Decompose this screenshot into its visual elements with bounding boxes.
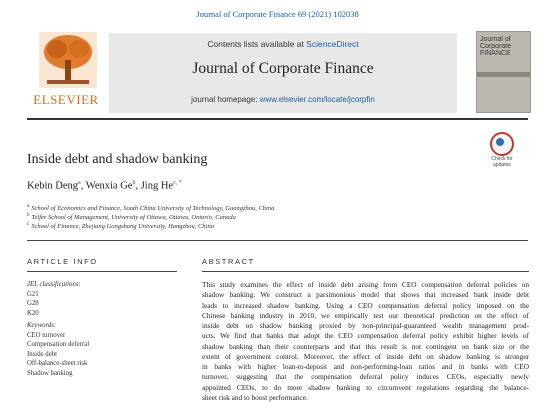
- keyword: Inside debt: [27, 350, 58, 358]
- affiliation: [27, 222, 214, 230]
- keyword: Shadow banking: [27, 369, 73, 377]
- article-info-heading: ARTICLE INFO: [27, 257, 98, 266]
- abstract-heading: ABSTRACT: [202, 257, 255, 266]
- affiliation-text: School of Economics and Finance, South China University of Technology, Guangzhou, China: [31, 205, 275, 213]
- header-divider: [27, 118, 528, 120]
- journal-title: Journal of Corporate Finance: [192, 60, 374, 77]
- abstract-line: sheet risk and to boost performance.: [202, 392, 308, 402]
- abstract-line: turnover, suggesting that the compensation deferral policy induces CEOs, especially newly: [202, 372, 529, 382]
- article-title: Inside debt and shadow banking: [27, 152, 208, 167]
- affiliation: [27, 204, 274, 212]
- author-name[interactable]: Wenxia Ge: [85, 180, 133, 192]
- homepage-line: [109, 95, 457, 104]
- keyword: Compensation deferral: [27, 341, 90, 348]
- contents-line: [109, 39, 457, 49]
- article-info-panel: [27, 280, 177, 378]
- journal-cover-thumbnail[interactable]: [476, 31, 531, 113]
- check-updates-label: [482, 157, 522, 168]
- cover-band: [477, 72, 530, 77]
- check-updates-line: updates: [493, 161, 511, 168]
- affiliation-marker: a: [27, 204, 30, 209]
- abstract-line: appointed CEOs, to do more shadow banking to circumvent regulations regarding the balance-: [202, 382, 529, 392]
- affiliation-marker: c: [27, 222, 30, 227]
- keyword: CEO turnover: [27, 331, 66, 339]
- affiliation-text: Telfer School of Management, University of Ottawa, Ottawa, Ontario, Canada: [31, 214, 236, 222]
- check-updates-line: Check for: [491, 156, 513, 162]
- jel-code: G28: [27, 300, 39, 307]
- elsevier-tree-icon: [39, 32, 97, 88]
- cover-title-line: Journal of: [480, 36, 511, 43]
- abstract-line: leads to increased shadow banking. Using a CEO compensation deferral policy imposed on the: [202, 300, 529, 310]
- article-info-rule: [27, 271, 177, 272]
- jel-label: JEL classifications:: [27, 281, 81, 288]
- abstract-line: Chinese banking industry in 2010, we empirically test our theoretical prediction on the effect of: [202, 310, 529, 320]
- affiliation: [27, 213, 236, 221]
- publisher-logo-word: ELSEVIER: [33, 92, 99, 107]
- publisher-logo[interactable]: [27, 32, 105, 110]
- jel-code: G21: [27, 290, 39, 298]
- abstract-rule: [202, 271, 529, 272]
- abstract-line: This study examines the effect of inside debt arising from CEO compensation deferral policies on: [202, 280, 529, 289]
- jel-code: K20: [27, 309, 39, 317]
- affiliation-divider: [27, 240, 528, 241]
- journal-header: [109, 33, 457, 113]
- author-affil-marker[interactable]: b: [132, 180, 136, 186]
- abstract-line: shadow banking. We construct a parsimonious model that shows that increased bank inside debt: [202, 290, 529, 300]
- affiliation-marker: b: [27, 213, 30, 218]
- abstract-text: [202, 280, 529, 403]
- journal-citation[interactable]: Journal of Corporate Finance 69 (2021) 102038: [196, 9, 359, 19]
- contents-prefix: Contents lists available at: [207, 39, 307, 49]
- author-list: Kebin Deng$^a$, Wenxia Ge$^b$, Jing $He^{c, *}$: [27, 180, 182, 192]
- cover-title-line: FINANCE: [480, 50, 511, 57]
- abstract-line: inside debt on shadow banking proxied by non-principal-guaranteed wealth management prod-: [202, 321, 529, 330]
- abstract-line: ucts. We find that banks that adopt the CEO compensation deferral policy exhibit higher levels of: [202, 331, 529, 341]
- author-affil-marker[interactable]: a: [78, 180, 81, 186]
- abstract-line: shadow banking than their counterparts and that this result is not contingent on bank size or the: [202, 341, 529, 351]
- check-for-updates-badge[interactable]: [482, 132, 522, 168]
- author-affil-marker[interactable]: c, *: [173, 180, 182, 186]
- author-name[interactable]: Jing He: [140, 180, 174, 192]
- homepage-link[interactable]: www.elsevier.com/locate/jcorpfin: [259, 95, 375, 104]
- keyword: Off-balance-sheet risk: [27, 360, 88, 367]
- keywords-label: Keywords:: [27, 322, 57, 329]
- homepage-prefix: journal homepage:: [191, 95, 260, 104]
- affiliation-text: School of Finance, Zhejiang Gongshang University, Hangzhou, China: [31, 223, 214, 231]
- sciencedirect-link[interactable]: ScienceDirect: [306, 39, 359, 49]
- check-updates-icon: [490, 132, 514, 156]
- abstract-line: extent of government control. Moreover, the effect of inside debt on shadow banking is stronger: [202, 351, 529, 361]
- cover-title-line: Corporate: [480, 43, 512, 50]
- cover-title: [480, 36, 528, 57]
- abstract-line: in banks with higher loan-to-deposit and non-performing-loan ratios and in banks with CEO: [202, 362, 529, 371]
- author-name[interactable]: Kebin Deng: [27, 180, 79, 192]
